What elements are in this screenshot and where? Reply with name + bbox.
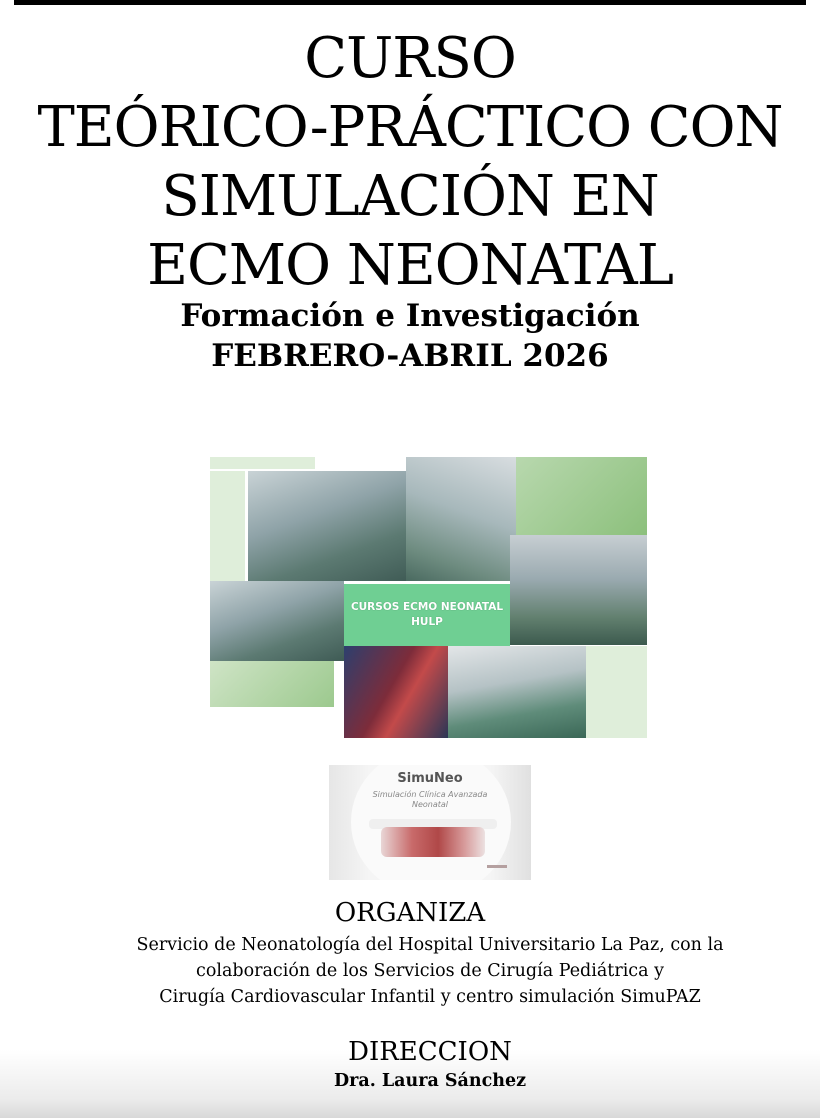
photo-simulation-lab [248,471,410,581]
subtitle-block [0,296,820,376]
green-block [210,471,245,581]
director-name: Dra. Laura Sánchez [333,1071,527,1091]
photo-workshop [210,581,344,661]
title-line-2: TEÓRICO-PRÁCTICO CON [37,95,783,160]
course-badge [344,584,510,646]
photo-collage [210,457,647,738]
simuneo-logo [329,765,531,880]
course-dates: FEBRERO-ABRIL 2026 [211,338,609,374]
course-title [0,24,820,300]
badge-line-1: CURSOS ECMO NEONATAL [350,601,504,613]
photo-team-training [406,457,516,581]
organiza-text [0,932,820,1010]
top-rule [14,0,806,5]
title-line-3: SIMULACIÓN EN [161,164,659,229]
logo-tagline [349,790,511,810]
logo-small-mark [487,865,507,868]
badge-line-2: HULP [411,616,443,628]
organiza-line-1: Servicio de Neonatología del Hospital Universitario La Paz, con la [136,935,724,955]
organiza-line-2: colaboración de los Servicios de Cirugía Pediátrica y [196,961,664,981]
title-line-4: ECMO NEONATAL [147,233,673,298]
title-line-1: CURSO [304,26,516,91]
green-block [210,457,315,469]
direccion-heading: DIRECCION [348,1037,512,1067]
logo-tagline-2: Neonatal [411,800,449,809]
subtitle: Formación e Investigación [180,298,640,334]
photo-participants [510,535,647,645]
logo-tagline-1: Simulación Clínica Avanzada [372,790,488,799]
organiza-heading: ORGANIZA [334,898,486,928]
green-block [586,646,647,738]
logo-name: SimuNeo [397,771,463,786]
organiza-line-3: Cirugía Cardiovascular Infantil y centro simulación SimuPAZ [159,987,701,1007]
photo-ecmo-circuit [344,646,448,738]
photo-staff-group [448,646,588,738]
green-block [210,661,334,707]
logo-neonate-image [381,827,485,857]
green-block [516,457,647,535]
